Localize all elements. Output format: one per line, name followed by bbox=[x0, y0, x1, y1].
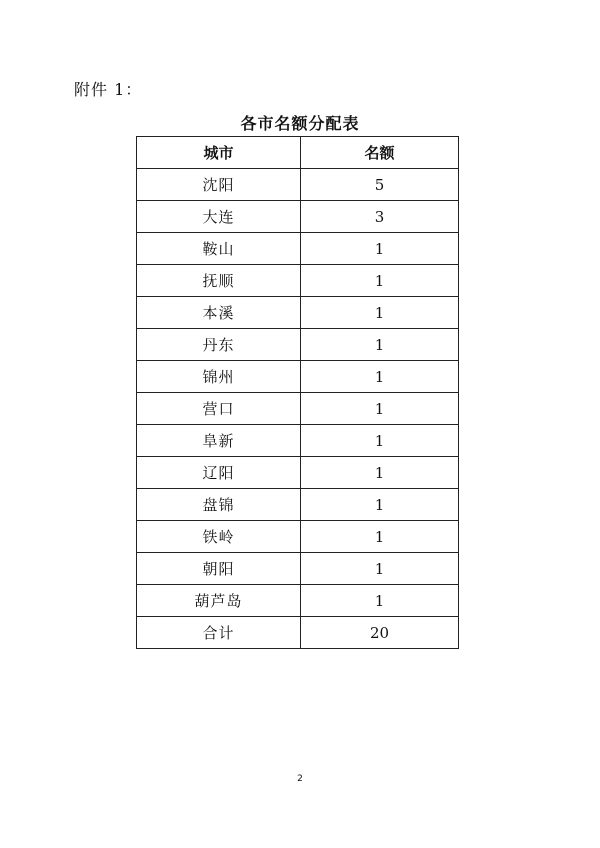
city-cell: 抚顺 bbox=[137, 265, 301, 297]
quota-cell: 1 bbox=[301, 585, 459, 617]
table-row bbox=[137, 201, 459, 233]
table-row bbox=[137, 521, 459, 553]
city-cell: 阜新 bbox=[137, 425, 301, 457]
total-label-cell: 合计 bbox=[137, 617, 301, 649]
table-header-row bbox=[137, 137, 459, 169]
table-row bbox=[137, 585, 459, 617]
table-row bbox=[137, 457, 459, 489]
quota-table bbox=[136, 136, 459, 649]
quota-cell: 1 bbox=[301, 393, 459, 425]
page-number: 2 bbox=[297, 774, 303, 784]
quota-cell: 1 bbox=[301, 489, 459, 521]
attachment-label: 附件 1： bbox=[74, 80, 143, 99]
city-cell: 营口 bbox=[137, 393, 301, 425]
quota-cell: 1 bbox=[301, 457, 459, 489]
table-row bbox=[137, 393, 459, 425]
city-cell: 本溪 bbox=[137, 297, 301, 329]
city-cell: 朝阳 bbox=[137, 553, 301, 585]
city-cell: 盘锦 bbox=[137, 489, 301, 521]
city-cell: 大连 bbox=[137, 201, 301, 233]
quota-cell: 1 bbox=[301, 329, 459, 361]
city-cell: 沈阳 bbox=[137, 169, 301, 201]
city-cell: 铁岭 bbox=[137, 521, 301, 553]
total-quota-cell: 20 bbox=[301, 617, 459, 649]
city-cell: 辽阳 bbox=[137, 457, 301, 489]
table-row bbox=[137, 361, 459, 393]
table-row bbox=[137, 297, 459, 329]
table-row bbox=[137, 553, 459, 585]
city-cell: 锦州 bbox=[137, 361, 301, 393]
table-row bbox=[137, 265, 459, 297]
quota-cell: 1 bbox=[301, 233, 459, 265]
quota-cell: 1 bbox=[301, 553, 459, 585]
quota-cell: 1 bbox=[301, 425, 459, 457]
table-row bbox=[137, 233, 459, 265]
quota-cell: 5 bbox=[301, 169, 459, 201]
column-header-city: 城市 bbox=[137, 137, 301, 169]
table-row bbox=[137, 169, 459, 201]
quota-cell: 1 bbox=[301, 265, 459, 297]
column-header-quota: 名额 bbox=[301, 137, 459, 169]
table-row bbox=[137, 489, 459, 521]
quota-cell: 1 bbox=[301, 521, 459, 553]
table-row bbox=[137, 329, 459, 361]
table-row bbox=[137, 425, 459, 457]
quota-cell: 1 bbox=[301, 361, 459, 393]
table-row-total bbox=[137, 617, 459, 649]
quota-cell: 3 bbox=[301, 201, 459, 233]
city-cell: 葫芦岛 bbox=[137, 585, 301, 617]
table-title: 各市名额分配表 bbox=[240, 114, 360, 133]
quota-cell: 1 bbox=[301, 297, 459, 329]
city-cell: 丹东 bbox=[137, 329, 301, 361]
city-cell: 鞍山 bbox=[137, 233, 301, 265]
